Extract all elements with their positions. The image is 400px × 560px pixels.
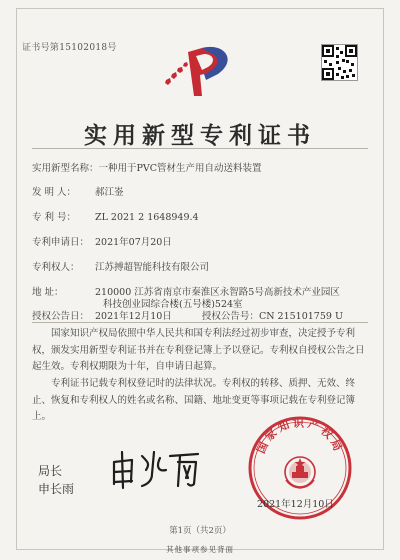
field-value: 2021年12月10日 (95, 311, 172, 322)
body-paragraph-2: 专利证书记载专利权登记时的法律状况。专利权的转移、质押、无效、终止、恢复和专利权人的姓名或名称、国籍、地址变更等事项记载在专利登记簿上。 (32, 378, 356, 422)
page-number: 第1页（共2页） (169, 526, 231, 536)
field-label: 实用新型名称： (32, 163, 99, 174)
seal-text: 国家知识产权局 (254, 416, 346, 456)
filing-date-row (32, 234, 172, 248)
signature-title-2: 申长雨 (38, 482, 75, 496)
patent-number-row (32, 209, 199, 223)
field-label: 专利权人： (32, 262, 80, 273)
body-paragraph-1: 国家知识产权局依照中华人民共和国专利法经过初步审查，决定授予专利权，颁发实用新型专利证书并在专利登记簿上予以登记。专利权自授权公告之日起生效。专利权期限为十年，自申请日起算。 (32, 328, 365, 372)
field-label: 授权公告号： (201, 311, 259, 322)
utility-name-row (32, 160, 262, 174)
national-emblem-icon (285, 457, 315, 488)
footer-note: 其他事项参见背面 (166, 545, 234, 554)
field-label: 专利申请日： (32, 237, 90, 248)
field-label: 发 明 人： (32, 187, 77, 198)
qr-code (321, 44, 358, 81)
svg-text:国家知识产权局 (253, 415, 345, 455)
seal-date: 2021年12月10日 (257, 499, 334, 510)
certificate-number: 证书号第15102018号 (22, 43, 117, 53)
field-value: 江苏搏超智能科技有限公司 (95, 262, 210, 273)
grant-row (32, 308, 343, 322)
divider (32, 322, 368, 323)
patentee-row (32, 259, 209, 273)
field-label: 授权公告日： (32, 311, 90, 322)
field-label: 地 址： (32, 287, 64, 298)
handwritten-signature (108, 448, 203, 490)
field-value: ZL 2021 2 1648949.4 (95, 212, 199, 223)
field-value: CN 215101759 U (258, 311, 343, 322)
signature-title-1: 局长 (38, 464, 63, 478)
field-value: 一种用于PVC管材生产用自动送料装置 (98, 163, 262, 174)
divider (32, 148, 368, 149)
address-line2: 科技创业园综合楼(五号楼)524室 (103, 299, 243, 310)
field-label: 专 利 号： (32, 212, 77, 223)
field-value: 郝江崟 (95, 187, 124, 198)
inventor-row (32, 184, 124, 198)
field-value: 210000 江苏省南京市秦淮区永智路5号高新技术产业园区 (95, 287, 340, 298)
cnipa-logo-icon (158, 44, 236, 102)
field-value: 2021年07月20日 (95, 237, 172, 248)
certificate-title: 实用新型专利证书 (84, 122, 316, 149)
